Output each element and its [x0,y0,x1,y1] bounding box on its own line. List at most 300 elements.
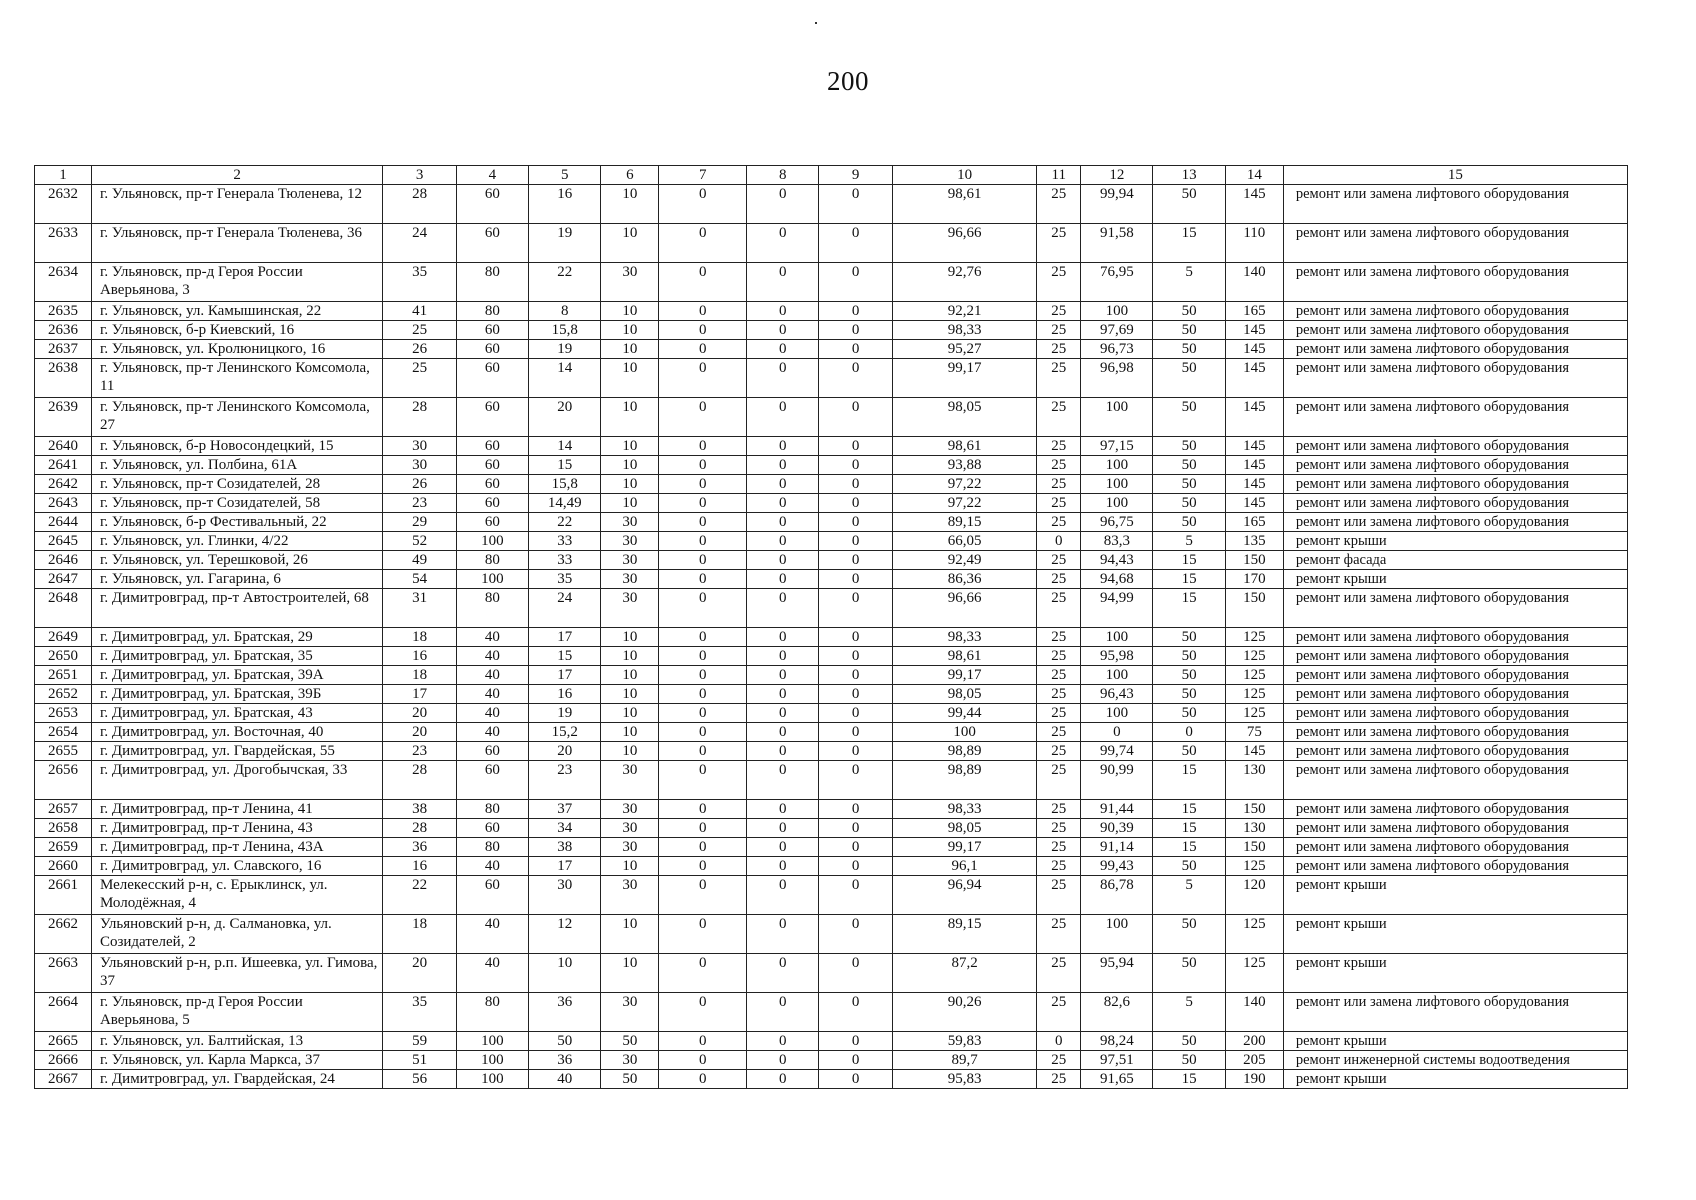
column-header-5: 5 [529,166,601,185]
cell-col-7: 0 [659,263,747,302]
cell-col-7: 0 [659,915,747,954]
cell-col-6: 10 [601,857,659,876]
cell-work-type: ремонт крыши [1283,1070,1627,1089]
cell-col-4: 40 [456,685,528,704]
cell-col-3: 51 [383,1051,456,1070]
cell-address: г. Ульяновск, пр-т Созидателей, 58 [91,494,382,513]
cell-col-11: 25 [1037,185,1081,224]
cell-col-5: 19 [529,704,601,723]
cell-row-number: 2651 [35,666,92,685]
cell-col-10: 92,49 [892,551,1037,570]
cell-col-7: 0 [659,742,747,761]
cell-col-8: 0 [747,185,819,224]
cell-col-7: 0 [659,513,747,532]
cell-col-8: 0 [747,532,819,551]
cell-work-type: ремонт крыши [1283,1032,1627,1051]
cell-col-6: 30 [601,761,659,800]
cell-col-14: 125 [1225,647,1283,666]
cell-col-14: 145 [1225,742,1283,761]
cell-col-9: 0 [819,475,892,494]
cell-col-5: 33 [529,532,601,551]
cell-work-type: ремонт или замена лифтового оборудования [1283,475,1627,494]
cell-col-14: 165 [1225,302,1283,321]
cell-col-12: 91,44 [1081,800,1153,819]
cell-row-number: 2655 [35,742,92,761]
cell-col-14: 125 [1225,628,1283,647]
cell-col-12: 100 [1081,628,1153,647]
cell-col-4: 100 [456,1032,528,1051]
cell-row-number: 2646 [35,551,92,570]
table-row [35,185,1628,224]
cell-col-6: 10 [601,456,659,475]
cell-col-14: 75 [1225,723,1283,742]
cell-col-10: 90,26 [892,993,1037,1032]
cell-work-type: ремонт или замена лифтового оборудования [1283,589,1627,628]
cell-col-6: 10 [601,494,659,513]
cell-address: Ульяновский р-н, р.п. Ишеевка, ул. Гимова, 37 [91,954,382,993]
cell-address: г. Ульяновск, ул. Кролюницкого, 16 [91,340,382,359]
cell-col-4: 60 [456,819,528,838]
table-row [35,475,1628,494]
cell-col-10: 97,22 [892,475,1037,494]
cell-col-9: 0 [819,589,892,628]
cell-row-number: 2659 [35,838,92,857]
cell-work-type: ремонт или замена лифтового оборудования [1283,359,1627,398]
cell-col-9: 0 [819,876,892,915]
column-header-15: 15 [1283,166,1627,185]
cell-col-5: 15,2 [529,723,601,742]
cell-col-5: 30 [529,876,601,915]
cell-col-5: 20 [529,398,601,437]
cell-col-9: 0 [819,1032,892,1051]
cell-col-10: 92,76 [892,263,1037,302]
cell-address: Ульяновский р-н, д. Салмановка, ул. Созидателей, 2 [91,915,382,954]
cell-col-6: 10 [601,302,659,321]
cell-col-8: 0 [747,742,819,761]
cell-col-8: 0 [747,1070,819,1089]
cell-col-6: 10 [601,954,659,993]
cell-col-13: 15 [1153,761,1225,800]
cell-col-9: 0 [819,302,892,321]
cell-col-12: 94,68 [1081,570,1153,589]
column-header-11: 11 [1037,166,1081,185]
cell-address: г. Ульяновск, ул. Камышинская, 22 [91,302,382,321]
cell-col-11: 25 [1037,685,1081,704]
cell-col-7: 0 [659,302,747,321]
cell-work-type: ремонт крыши [1283,954,1627,993]
cell-col-8: 0 [747,302,819,321]
cell-col-12: 90,39 [1081,819,1153,838]
cell-row-number: 2635 [35,302,92,321]
cell-work-type: ремонт или замена лифтового оборудования [1283,685,1627,704]
cell-col-8: 0 [747,1032,819,1051]
cell-col-12: 96,73 [1081,340,1153,359]
cell-col-7: 0 [659,1070,747,1089]
column-header-1: 1 [35,166,92,185]
cell-col-8: 0 [747,800,819,819]
cell-col-13: 50 [1153,321,1225,340]
table-row [35,437,1628,456]
cell-col-6: 30 [601,838,659,857]
cell-col-11: 25 [1037,761,1081,800]
cell-col-5: 20 [529,742,601,761]
cell-col-6: 30 [601,876,659,915]
cell-col-3: 25 [383,359,456,398]
cell-col-7: 0 [659,954,747,993]
cell-col-7: 0 [659,704,747,723]
cell-col-5: 19 [529,224,601,263]
cell-col-9: 0 [819,761,892,800]
cell-col-14: 140 [1225,263,1283,302]
cell-col-7: 0 [659,761,747,800]
cell-col-9: 0 [819,685,892,704]
cell-row-number: 2634 [35,263,92,302]
cell-col-8: 0 [747,475,819,494]
cell-col-9: 0 [819,954,892,993]
cell-col-10: 98,33 [892,628,1037,647]
cell-col-13: 50 [1153,302,1225,321]
cell-col-11: 25 [1037,321,1081,340]
cell-col-3: 28 [383,185,456,224]
cell-row-number: 2633 [35,224,92,263]
cell-col-11: 25 [1037,993,1081,1032]
cell-work-type: ремонт или замена лифтового оборудования [1283,185,1627,224]
cell-col-8: 0 [747,954,819,993]
cell-col-14: 205 [1225,1051,1283,1070]
cell-col-3: 56 [383,1070,456,1089]
cell-col-9: 0 [819,359,892,398]
cell-col-8: 0 [747,876,819,915]
cell-col-10: 95,83 [892,1070,1037,1089]
cell-work-type: ремонт или замена лифтового оборудования [1283,302,1627,321]
cell-address: г. Ульяновск, ул. Глинки, 4/22 [91,532,382,551]
cell-col-9: 0 [819,437,892,456]
cell-row-number: 2645 [35,532,92,551]
cell-col-5: 17 [529,628,601,647]
cell-col-7: 0 [659,224,747,263]
table-row [35,551,1628,570]
cell-col-8: 0 [747,263,819,302]
cell-col-8: 0 [747,993,819,1032]
cell-col-8: 0 [747,359,819,398]
cell-col-14: 130 [1225,761,1283,800]
table-body [35,185,1628,1089]
cell-row-number: 2648 [35,589,92,628]
cell-col-11: 25 [1037,819,1081,838]
cell-col-3: 18 [383,628,456,647]
cell-col-14: 125 [1225,954,1283,993]
cell-col-11: 25 [1037,723,1081,742]
cell-col-8: 0 [747,647,819,666]
cell-col-5: 40 [529,1070,601,1089]
cell-col-6: 10 [601,666,659,685]
cell-col-10: 96,66 [892,224,1037,263]
cell-row-number: 2656 [35,761,92,800]
page-number: 200 [827,66,869,96]
cell-address: г. Димитровград, ул. Братская, 39А [91,666,382,685]
cell-col-5: 17 [529,857,601,876]
cell-col-4: 80 [456,263,528,302]
cell-row-number: 2636 [35,321,92,340]
cell-col-11: 25 [1037,494,1081,513]
cell-col-4: 80 [456,993,528,1032]
cell-col-13: 50 [1153,494,1225,513]
cell-col-5: 14 [529,359,601,398]
cell-col-12: 76,95 [1081,263,1153,302]
cell-col-6: 10 [601,437,659,456]
cell-col-9: 0 [819,551,892,570]
cell-col-13: 15 [1153,1070,1225,1089]
cell-col-6: 10 [601,185,659,224]
cell-col-7: 0 [659,589,747,628]
cell-col-5: 14,49 [529,494,601,513]
cell-col-12: 91,14 [1081,838,1153,857]
cell-col-8: 0 [747,1051,819,1070]
cell-col-4: 60 [456,340,528,359]
cell-col-14: 110 [1225,224,1283,263]
cell-col-13: 0 [1153,723,1225,742]
cell-col-4: 100 [456,570,528,589]
table-row [35,1032,1628,1051]
cell-col-4: 100 [456,1051,528,1070]
cell-col-7: 0 [659,398,747,437]
cell-address: г. Димитровград, пр-т Ленина, 41 [91,800,382,819]
cell-work-type: ремонт или замена лифтового оборудования [1283,666,1627,685]
cell-col-12: 91,58 [1081,224,1153,263]
cell-col-7: 0 [659,685,747,704]
cell-col-4: 40 [456,647,528,666]
cell-address: г. Ульяновск, ул. Карла Маркса, 37 [91,1051,382,1070]
cell-col-5: 10 [529,954,601,993]
cell-col-4: 100 [456,1070,528,1089]
cell-address: г. Ульяновск, ул. Балтийская, 13 [91,1032,382,1051]
cell-col-5: 15,8 [529,475,601,494]
table-row [35,857,1628,876]
cell-col-12: 95,98 [1081,647,1153,666]
cell-col-6: 10 [601,742,659,761]
cell-col-7: 0 [659,532,747,551]
cell-col-8: 0 [747,723,819,742]
cell-col-3: 20 [383,704,456,723]
column-header-3: 3 [383,166,456,185]
cell-col-4: 80 [456,589,528,628]
cell-col-11: 25 [1037,1070,1081,1089]
cell-col-12: 100 [1081,915,1153,954]
cell-work-type: ремонт или замена лифтового оборудования [1283,437,1627,456]
cell-col-10: 59,83 [892,1032,1037,1051]
cell-col-14: 140 [1225,993,1283,1032]
cell-col-11: 25 [1037,224,1081,263]
cell-col-4: 60 [456,876,528,915]
cell-col-4: 80 [456,838,528,857]
cell-col-8: 0 [747,838,819,857]
table-row [35,666,1628,685]
cell-col-8: 0 [747,570,819,589]
cell-col-4: 60 [456,761,528,800]
cell-col-13: 50 [1153,647,1225,666]
table-row [35,838,1628,857]
cell-address: г. Димитровград, ул. Славского, 16 [91,857,382,876]
cell-col-10: 98,61 [892,185,1037,224]
cell-col-14: 150 [1225,800,1283,819]
cell-col-10: 96,1 [892,857,1037,876]
cell-col-8: 0 [747,340,819,359]
table-row [35,1051,1628,1070]
cell-col-3: 16 [383,647,456,666]
cell-work-type: ремонт фасада [1283,551,1627,570]
cell-col-11: 25 [1037,456,1081,475]
cell-col-12: 90,99 [1081,761,1153,800]
cell-col-11: 25 [1037,359,1081,398]
cell-col-13: 50 [1153,456,1225,475]
cell-col-8: 0 [747,589,819,628]
cell-col-12: 100 [1081,475,1153,494]
cell-col-11: 0 [1037,1032,1081,1051]
table-row [35,915,1628,954]
table-row [35,647,1628,666]
cell-col-4: 80 [456,551,528,570]
cell-address: г. Ульяновск, б-р Новосондецкий, 15 [91,437,382,456]
cell-col-12: 100 [1081,704,1153,723]
cell-col-8: 0 [747,915,819,954]
cell-col-9: 0 [819,1070,892,1089]
cell-col-14: 165 [1225,513,1283,532]
cell-col-4: 80 [456,800,528,819]
cell-col-3: 36 [383,838,456,857]
cell-col-12: 100 [1081,666,1153,685]
cell-col-3: 25 [383,321,456,340]
cell-row-number: 2632 [35,185,92,224]
cell-col-6: 10 [601,359,659,398]
cell-col-9: 0 [819,494,892,513]
cell-row-number: 2637 [35,340,92,359]
cell-col-7: 0 [659,321,747,340]
column-header-9: 9 [819,166,892,185]
column-number-row [35,166,1628,185]
cell-col-6: 10 [601,398,659,437]
cell-col-11: 25 [1037,954,1081,993]
cell-col-4: 40 [456,723,528,742]
cell-col-5: 50 [529,1032,601,1051]
cell-address: г. Ульяновск, пр-т Генерала Тюленева, 12 [91,185,382,224]
cell-col-7: 0 [659,185,747,224]
cell-row-number: 2658 [35,819,92,838]
cell-col-13: 15 [1153,819,1225,838]
cell-col-13: 50 [1153,666,1225,685]
cell-col-8: 0 [747,685,819,704]
cell-col-7: 0 [659,1032,747,1051]
cell-work-type: ремонт крыши [1283,876,1627,915]
cell-col-5: 37 [529,800,601,819]
cell-row-number: 2642 [35,475,92,494]
cell-col-9: 0 [819,570,892,589]
cell-col-13: 5 [1153,876,1225,915]
cell-col-12: 0 [1081,723,1153,742]
cell-work-type: ремонт или замена лифтового оборудования [1283,398,1627,437]
cell-row-number: 2662 [35,915,92,954]
cell-col-7: 0 [659,475,747,494]
cell-col-4: 60 [456,456,528,475]
cell-col-5: 16 [529,685,601,704]
cell-col-14: 145 [1225,475,1283,494]
cell-col-6: 10 [601,647,659,666]
cell-address: г. Димитровград, ул. Братская, 39Б [91,685,382,704]
column-header-8: 8 [747,166,819,185]
cell-address: г. Ульяновск, пр-т Ленинского Комсомола, 11 [91,359,382,398]
cell-col-10: 87,2 [892,954,1037,993]
cell-col-7: 0 [659,340,747,359]
cell-col-14: 145 [1225,456,1283,475]
cell-col-10: 98,05 [892,685,1037,704]
cell-col-6: 30 [601,513,659,532]
repair-register-table [34,165,1628,1089]
cell-col-12: 99,94 [1081,185,1153,224]
cell-col-9: 0 [819,513,892,532]
cell-col-10: 98,89 [892,761,1037,800]
cell-row-number: 2664 [35,993,92,1032]
cell-col-10: 93,88 [892,456,1037,475]
cell-address: г. Ульяновск, пр-т Генерала Тюленева, 36 [91,224,382,263]
cell-col-11: 25 [1037,800,1081,819]
cell-row-number: 2641 [35,456,92,475]
table-row [35,589,1628,628]
table-row [35,742,1628,761]
cell-col-13: 50 [1153,398,1225,437]
cell-col-4: 40 [456,628,528,647]
cell-col-14: 150 [1225,589,1283,628]
cell-col-11: 25 [1037,589,1081,628]
cell-col-13: 50 [1153,857,1225,876]
cell-col-9: 0 [819,915,892,954]
cell-col-6: 10 [601,628,659,647]
cell-col-7: 0 [659,628,747,647]
cell-col-8: 0 [747,857,819,876]
table-row [35,628,1628,647]
cell-col-14: 150 [1225,838,1283,857]
cell-col-6: 30 [601,1051,659,1070]
cell-col-11: 25 [1037,302,1081,321]
cell-col-4: 40 [456,704,528,723]
cell-col-5: 24 [529,589,601,628]
cell-work-type: ремонт крыши [1283,915,1627,954]
cell-col-11: 25 [1037,398,1081,437]
cell-col-9: 0 [819,838,892,857]
cell-col-12: 95,94 [1081,954,1153,993]
table-row [35,570,1628,589]
cell-col-14: 125 [1225,915,1283,954]
cell-col-11: 25 [1037,1051,1081,1070]
cell-col-12: 86,78 [1081,876,1153,915]
cell-col-7: 0 [659,819,747,838]
cell-col-9: 0 [819,456,892,475]
cell-address: Мелекесский р-н, с. Ерыклинск, ул. Молодёжная, 4 [91,876,382,915]
cell-work-type: ремонт или замена лифтового оборудования [1283,704,1627,723]
cell-row-number: 2665 [35,1032,92,1051]
cell-col-5: 17 [529,666,601,685]
cell-address: г. Димитровград, ул. Дрогобычская, 33 [91,761,382,800]
cell-col-3: 18 [383,666,456,685]
cell-col-10: 96,94 [892,876,1037,915]
cell-col-9: 0 [819,398,892,437]
table-row [35,456,1628,475]
cell-col-14: 190 [1225,1070,1283,1089]
cell-row-number: 2660 [35,857,92,876]
cell-col-6: 10 [601,224,659,263]
cell-col-5: 23 [529,761,601,800]
cell-col-7: 0 [659,359,747,398]
cell-col-11: 25 [1037,340,1081,359]
cell-col-9: 0 [819,1051,892,1070]
